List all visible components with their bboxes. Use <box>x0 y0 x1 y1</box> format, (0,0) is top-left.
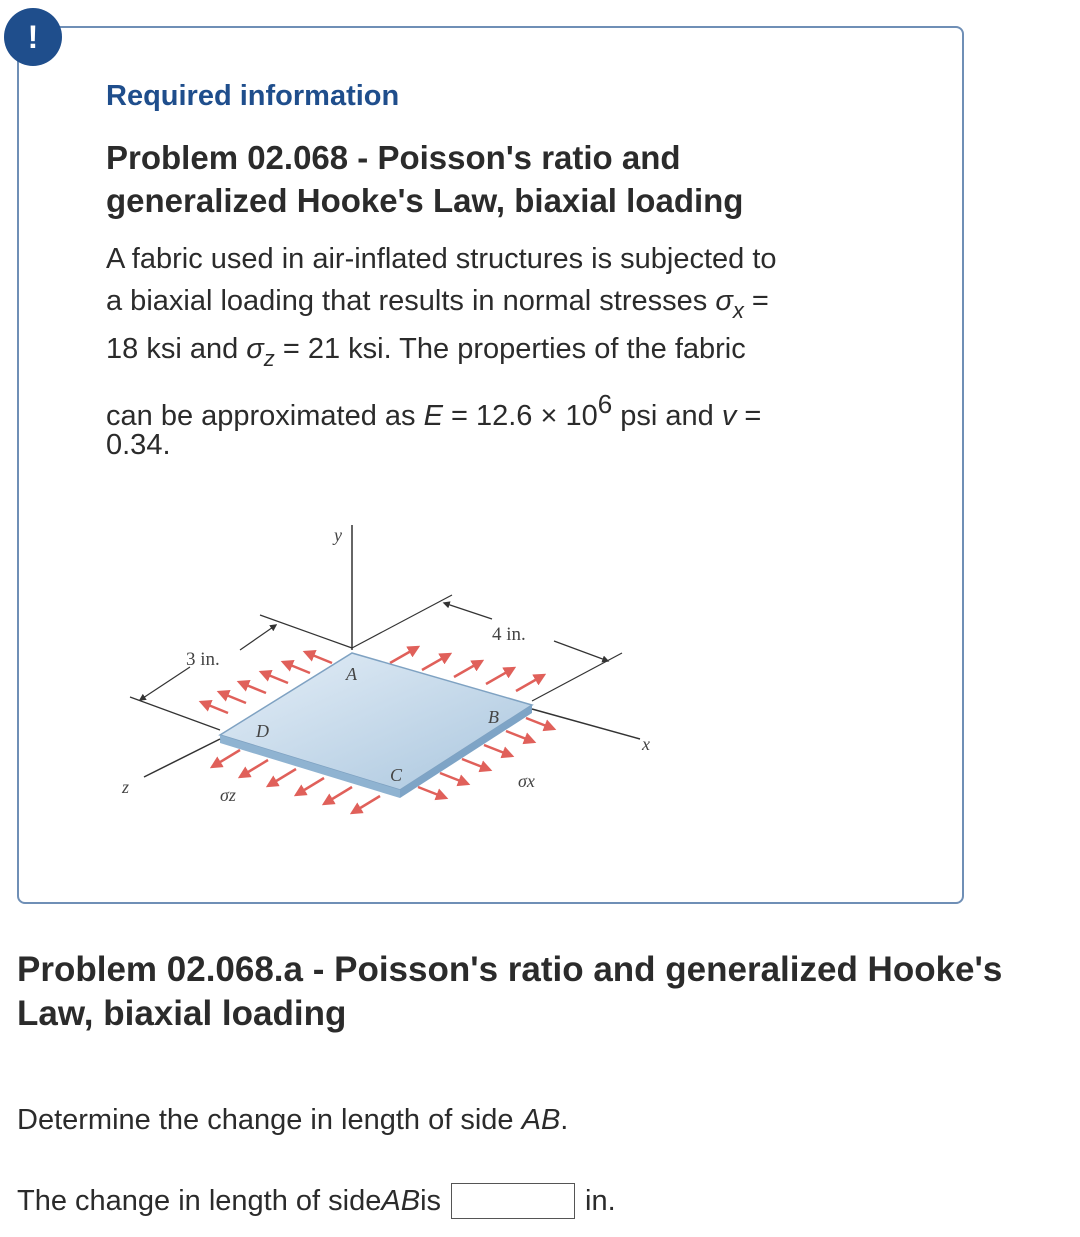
dim-3in-line-2 <box>240 625 276 650</box>
point-a-label: A <box>346 664 357 684</box>
statement-line-2 <box>106 285 769 324</box>
x-axis-line <box>532 709 640 739</box>
statement-text: = 12.6 × 10 <box>442 400 598 432</box>
x-axis-label: x <box>642 734 650 754</box>
part-a-question <box>17 1104 568 1137</box>
sigma-x-label: σx <box>518 771 535 791</box>
sigma-symbol: σ <box>246 333 264 365</box>
dim-3in-ext-left <box>130 697 220 730</box>
dim-4in-ext-left <box>352 595 452 648</box>
answer-unit: in. <box>585 1184 616 1217</box>
point-b-label: B <box>488 707 499 727</box>
question-text: Determine the change in length of side <box>17 1104 522 1136</box>
dim-3in-line-1 <box>140 667 190 700</box>
statement-text: a biaxial loading that results in normal stresses <box>106 285 716 317</box>
change-in-length-input[interactable] <box>451 1183 575 1219</box>
equals-sign: = <box>743 285 769 317</box>
point-d-label: D <box>256 721 269 741</box>
statement-text: 18 ksi and <box>106 333 247 365</box>
statement-text: psi and <box>612 400 722 432</box>
dim-4in-line-1 <box>444 603 492 619</box>
exponent: 6 <box>597 389 613 419</box>
sigma-z-label: σz <box>220 785 236 805</box>
problem-title: Problem 02.068 - Poisson's ratio and generalized Hooke's Law, biaxial loading <box>106 139 744 219</box>
statement-line-4 <box>106 389 761 433</box>
alert-icon: ! <box>4 8 62 66</box>
question-period: . <box>560 1104 569 1136</box>
answer-row <box>17 1180 616 1222</box>
z-axis-line <box>144 739 220 777</box>
statement-line-1: A fabric used in air-inflated structures is subjected to <box>106 243 777 275</box>
subscript-z: z <box>263 346 275 371</box>
dim-4in-line-2 <box>554 641 608 661</box>
y-axis-label: y <box>334 525 342 545</box>
answer-prompt-is: is <box>420 1184 442 1217</box>
modulus-symbol: E <box>423 400 443 432</box>
statement-line-5: 0.34. <box>106 429 171 461</box>
z-axis-label: z <box>122 777 130 797</box>
fabric-plate-figure <box>100 515 680 835</box>
answer-prompt: The change in length of side <box>17 1184 382 1217</box>
statement-text: = 21 ksi. The properties of the fabric <box>274 333 746 365</box>
dim-3in-label: 3 in. <box>186 649 220 670</box>
statement-text: can be approximated as <box>106 400 424 432</box>
subscript-x: x <box>732 298 744 323</box>
dim-3in-ext-right <box>260 615 352 648</box>
point-c-label: C <box>390 765 403 785</box>
required-info-label: Required information <box>106 80 400 112</box>
dim-4in-label: 4 in. <box>492 624 526 645</box>
equals-sign: = <box>736 400 762 432</box>
poisson-symbol: v <box>721 400 737 432</box>
sigma-symbol: σ <box>715 285 733 317</box>
part-a-title: Problem 02.068.a - Poisson's ratio and generalized Hooke's Law, biaxial loading <box>17 950 1003 1033</box>
side-ab-label: AB <box>381 1184 421 1217</box>
dim-4in-ext-right <box>532 653 622 701</box>
side-ab-label: AB <box>521 1104 561 1136</box>
statement-line-3 <box>106 333 746 372</box>
